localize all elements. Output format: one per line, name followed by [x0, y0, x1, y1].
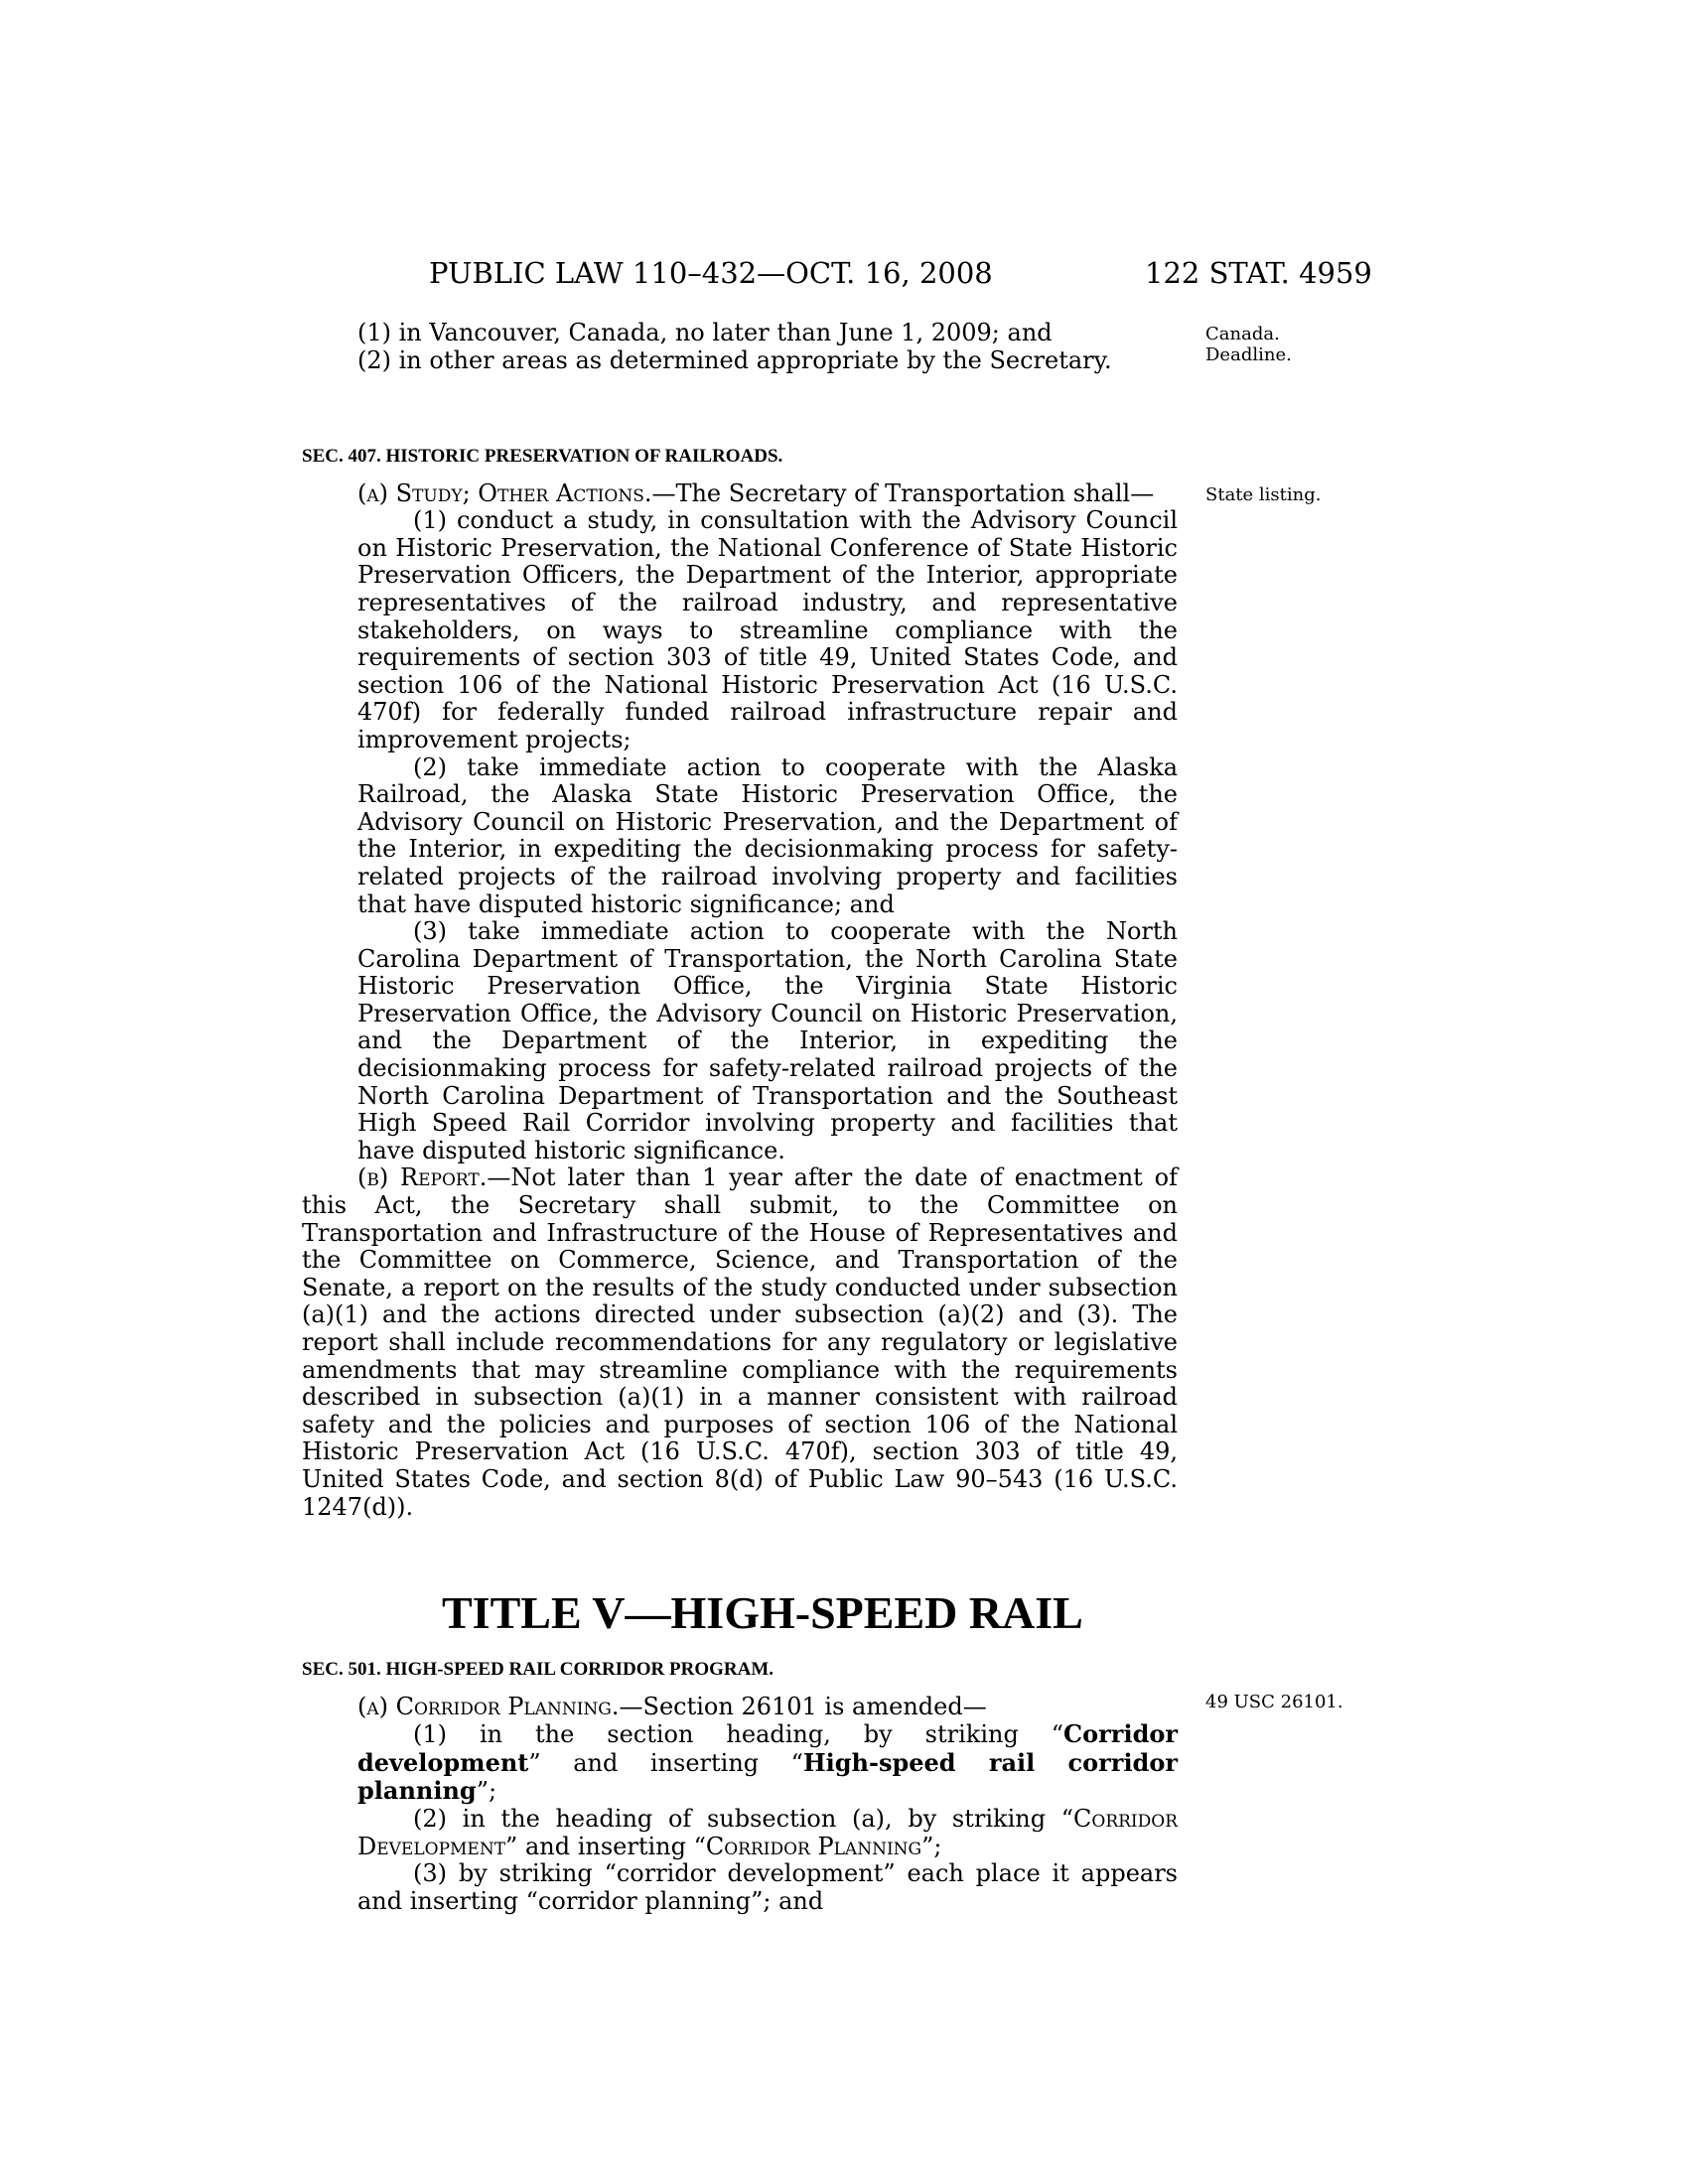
paragraph-407-a-2: (2) take immediate action to cooperate with the Alaska Railroad, the Alaska State Historic Preservation Office, the Advisory Council on Historic Preservation, and the Department of the Interior, in expediting the decisionmaking process for safety-related projects of the railroad involving property and facilities that have disputed historic significance; and [357, 752, 1178, 918]
paragraph-item-2: (2) in other areas as determined appropriate by the Secretary. [357, 345, 1112, 374]
text-run: ”; [921, 1832, 942, 1860]
paragraph-501-a-1 [302, 1720, 1178, 1806]
text-run: ” and inserting “ [528, 1748, 803, 1777]
paragraph-407-a-1: (1) conduct a study, in consultation with the Advisory Council on Historic Preservation, the National Conference of State Historic Preservation Officers, the Department of the Interior, appropriate representatives of the railroad industry, and representative stakeholders, on ways to streamline compliance with the requirements of section 303 of title 49, United States Code, and section 106 of the National Historic Preservation Act (16 U.S.C. 470f) for federally funded railroad infrastructure repair and improvement projects; [357, 506, 1178, 753]
smallcaps-run: Corridor Development [357, 1804, 1178, 1860]
subsection-b-label: (b) Report. [357, 1163, 488, 1192]
text-run: (1) in the section heading, by striking “ [413, 1720, 1064, 1749]
text-run: ”; [476, 1777, 497, 1806]
section-407 [302, 443, 1178, 1521]
subsection-b [302, 1164, 1178, 1521]
smallcaps-run: Corridor Planning [705, 1832, 922, 1860]
subsection-a-text: —Section 26101 is amended— [619, 1692, 987, 1720]
continuation-block [302, 320, 1178, 374]
bold-run: High-speed rail corridor planning [357, 1747, 1178, 1806]
text-run: (2) in the heading of subsection (a), by striking “ [413, 1804, 1074, 1833]
bold-run: Corridor development [357, 1719, 1178, 1777]
section-501 [302, 1656, 1178, 1915]
subsection-a-label: (a) Corridor Planning. [357, 1692, 620, 1720]
margin-note-state-listing: State listing. [1205, 484, 1322, 505]
paragraph-407-a-3: (3) take immediate action to cooperate with the North Carolina Department of Transportation, the North Carolina State Historic Preservation Office, the Virginia State Historic Preservation Office, the Advisory Council on Historic Preservation, and the Department of the Interior, in expediting the decisionmaking process for safety-related railroad projects of the North Carolina Department of Transportation and the Southeast High Speed Rail Corridor involving property and facilities that have disputed historic significance. [357, 917, 1178, 1164]
margin-note-deadline: Deadline. [1205, 344, 1292, 365]
margin-note-usc: 49 USC 26101. [1205, 1692, 1343, 1712]
paragraph-item-1: (1) in Vancouver, Canada, no later than June 1, 2009; and [357, 319, 1053, 346]
subsection-a-label: (a) Study; Other Actions. [357, 478, 652, 507]
margin-note-canada: Canada. [1205, 324, 1280, 344]
section-heading: SEC. 407. HISTORIC PRESERVATION OF RAILROADS. [302, 446, 783, 467]
running-header-left: PUBLIC LAW 110–432—OCT. 16, 2008 [429, 256, 993, 290]
page-citation: 122 STAT. 4959 [1145, 256, 1372, 290]
subsection-b-text: —Not later than 1 year after the date of enactment of this Act, the Secretary shall submit, to the Committee on Transportation and Infrastructure of the House of Representatives and the Committee on Commerce, Science, and Transportation of the Senate, a report on the results of the study conducted under subsection (a)(1) and the actions directed under subsection (a)(2) and (3). The report shall include recommendations for any regulatory or legislative amendments that may streamline compliance with the requirements described in subsection (a)(1) in a manner consistent with railroad safety and the policies and purposes of section 106 of the National Historic Preservation Act (16 U.S.C. 470f), section 303 of title 49, United States Code, and section 8(d) of Public Law 90–543 (16 U.S.C. 1247(d)). [302, 1163, 1178, 1521]
subsection-a [302, 480, 1178, 508]
subsection-a [302, 1694, 1178, 1721]
title-heading: TITLE V—HIGH-SPEED RAIL [442, 1587, 1083, 1638]
subsection-a-text: —The Secretary of Transportation shall— [651, 478, 1155, 507]
text-run: ” and inserting “ [505, 1832, 706, 1860]
paragraph-501-a-3: (3) by striking “corridor development” each place it appears and inserting “corridor planning”; and [357, 1859, 1178, 1915]
paragraph-501-a-2 [302, 1806, 1178, 1860]
section-heading: SEC. 501. HIGH-SPEED RAIL CORRIDOR PROGRAM. [302, 1659, 774, 1680]
